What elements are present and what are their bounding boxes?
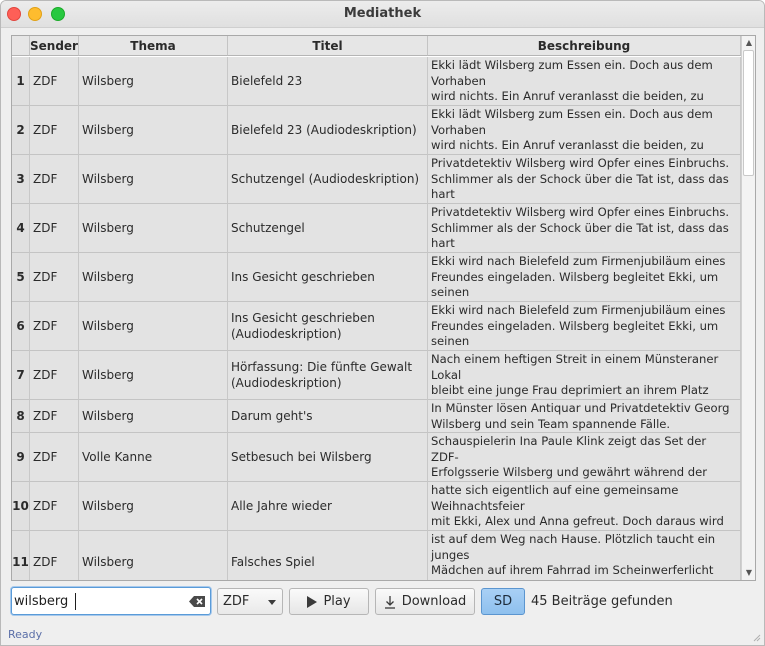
thema-cell: Wilsberg (79, 253, 228, 302)
scrollbar-thumb[interactable] (743, 50, 754, 176)
header-beschreibung[interactable]: Beschreibung (428, 36, 741, 56)
scroll-up-icon[interactable]: ▲ (745, 38, 753, 47)
table-row[interactable] (12, 253, 741, 302)
sender-cell: ZDF (30, 57, 79, 106)
row-number-cell: 5 (12, 253, 30, 302)
header-titel[interactable]: Titel (228, 36, 428, 56)
beschreibung-cell: Privatdetektiv Wilsberg wird Opfer eines Einbruchs. Schlimmer als der Schock über die Tat ist, dass das hart (428, 155, 741, 204)
row-number-cell: 11 (12, 531, 30, 580)
sender-cell: ZDF (30, 351, 79, 400)
thema-cell: Wilsberg (79, 204, 228, 253)
titel-cell: Ins Gesicht geschrieben (228, 253, 428, 302)
search-field[interactable] (11, 587, 211, 615)
sender-dropdown[interactable] (217, 588, 283, 615)
play-button-label: Play (323, 594, 351, 609)
beschreibung-cell: Nach einem heftigen Streit in einem Münsteraner Lokal bleibt eine junge Frau deprimiert an ihrem Platz (428, 351, 741, 400)
titel-cell: Bielefeld 23 (Audiodeskription) (228, 106, 428, 155)
table-row[interactable] (12, 351, 741, 400)
thema-cell: Wilsberg (79, 57, 228, 106)
sender-cell: ZDF (30, 106, 79, 155)
table-row[interactable] (12, 433, 741, 482)
titel-cell: Hörfassung: Die fünfte Gewalt (Audiodeskription) (228, 351, 428, 400)
table-body (12, 36, 741, 580)
sd-button-label: SD (493, 594, 513, 609)
titel-cell: Darum geht's (228, 400, 428, 433)
thema-cell: Wilsberg (79, 106, 228, 155)
table-row[interactable] (12, 57, 741, 106)
header-sender[interactable]: Sender (30, 36, 79, 56)
sender-cell: ZDF (30, 155, 79, 204)
table-row[interactable] (12, 106, 741, 155)
sender-cell: ZDF (30, 433, 79, 482)
beschreibung-cell: Ekki wird nach Bielefeld zum Firmenjubiläum eines Freundes eingeladen. Wilsberg begleitet Ekki, um seinen (428, 302, 741, 351)
row-number-cell: 3 (12, 155, 30, 204)
row-number-cell: 1 (12, 57, 30, 106)
thema-cell: Volle Kanne (79, 433, 228, 482)
search-input[interactable] (14, 591, 184, 611)
row-number-cell: 6 (12, 302, 30, 351)
titel-cell: Falsches Spiel (228, 531, 428, 580)
download-icon (384, 595, 396, 609)
titel-cell: Setbesuch bei Wilsberg (228, 433, 428, 482)
row-number-cell: 8 (12, 400, 30, 433)
table-row[interactable] (12, 204, 741, 253)
resize-grip-icon[interactable] (751, 632, 761, 642)
beschreibung-cell: Ekki lädt Wilsberg zum Essen ein. Doch aus dem Vorhaben wird nichts. Ein Anruf veranlasst die beiden, zu (428, 57, 741, 106)
window-title: Mediathek (343, 6, 422, 21)
thema-cell: Wilsberg (79, 155, 228, 204)
beschreibung-cell: Schauspielerin Ina Paule Klink zeigt das Set der ZDF- Erfolgsserie Wilsberg und gewährt während der (428, 433, 741, 482)
thema-cell: Wilsberg (79, 351, 228, 400)
table-row[interactable] (12, 155, 741, 204)
titel-cell: Alle Jahre wieder (228, 482, 428, 531)
header-thema[interactable]: Thema (79, 36, 228, 56)
chevron-down-icon (268, 600, 276, 605)
titel-cell: Ins Gesicht geschrieben (Audiodeskription) (228, 302, 428, 351)
vertical-scrollbar[interactable] (741, 36, 755, 580)
beschreibung-cell: Ekki lädt Wilsberg zum Essen ein. Doch aus dem Vorhaben wird nichts. Ein Anruf veranlasst die beiden, zu (428, 106, 741, 155)
table-row[interactable] (12, 531, 741, 580)
play-button[interactable] (289, 588, 369, 615)
download-button-label: Download (401, 594, 467, 609)
beschreibung-cell: Privatdetektiv Wilsberg wird Opfer eines Einbruchs. Schlimmer als der Schock über die Tat ist, dass das hart (428, 204, 741, 253)
beschreibung-cell: hatte sich eigentlich auf eine gemeinsame Weihnachtsfeier mit Ekki, Alex und Anna gefreut. Doch daraus wird (428, 482, 741, 531)
header-row-number[interactable] (12, 36, 30, 56)
status-text: Ready (8, 628, 43, 641)
table-row[interactable] (12, 400, 741, 433)
sender-cell: ZDF (30, 400, 79, 433)
row-number-cell: 4 (12, 204, 30, 253)
results-table (11, 35, 756, 581)
sender-cell: ZDF (30, 253, 79, 302)
beschreibung-cell: In Münster lösen Antiquar und Privatdetektiv Georg Wilsberg und sein Team spannende Fälle. (428, 400, 741, 433)
text-cursor (75, 593, 76, 610)
thema-cell: Wilsberg (79, 400, 228, 433)
download-button[interactable] (375, 588, 475, 615)
titel-cell: Bielefeld 23 (228, 57, 428, 106)
sender-cell: ZDF (30, 302, 79, 351)
sender-cell: ZDF (30, 482, 79, 531)
row-number-cell: 7 (12, 351, 30, 400)
sender-cell: ZDF (30, 204, 79, 253)
beschreibung-cell: Ekki wird nach Bielefeld zum Firmenjubiläum eines Freundes eingeladen. Wilsberg begleitet Ekki, um seinen (428, 253, 741, 302)
sd-toggle-button[interactable] (481, 588, 525, 615)
titel-cell: Schutzengel (Audiodeskription) (228, 155, 428, 204)
titel-cell: Schutzengel (228, 204, 428, 253)
table-row[interactable] (12, 482, 741, 531)
play-icon (307, 596, 317, 608)
sender-cell: ZDF (30, 531, 79, 580)
thema-cell: Wilsberg (79, 531, 228, 580)
title-bar (1, 1, 764, 28)
clear-text-icon[interactable] (189, 596, 206, 607)
row-number-cell: 2 (12, 106, 30, 155)
thema-cell: Wilsberg (79, 302, 228, 351)
row-number-cell: 9 (12, 433, 30, 482)
beschreibung-cell: ist auf dem Weg nach Hause. Plötzlich taucht ein junges Mädchen auf ihrem Fahrrad im Scheinwerferlicht (428, 531, 741, 580)
thema-cell: Wilsberg (79, 482, 228, 531)
sender-selected-value: ZDF (223, 594, 250, 609)
result-count: 45 Beiträge gefunden (531, 594, 673, 609)
row-number-cell: 10 (12, 482, 30, 531)
scroll-down-icon[interactable]: ▼ (745, 568, 753, 577)
table-row[interactable] (12, 302, 741, 351)
